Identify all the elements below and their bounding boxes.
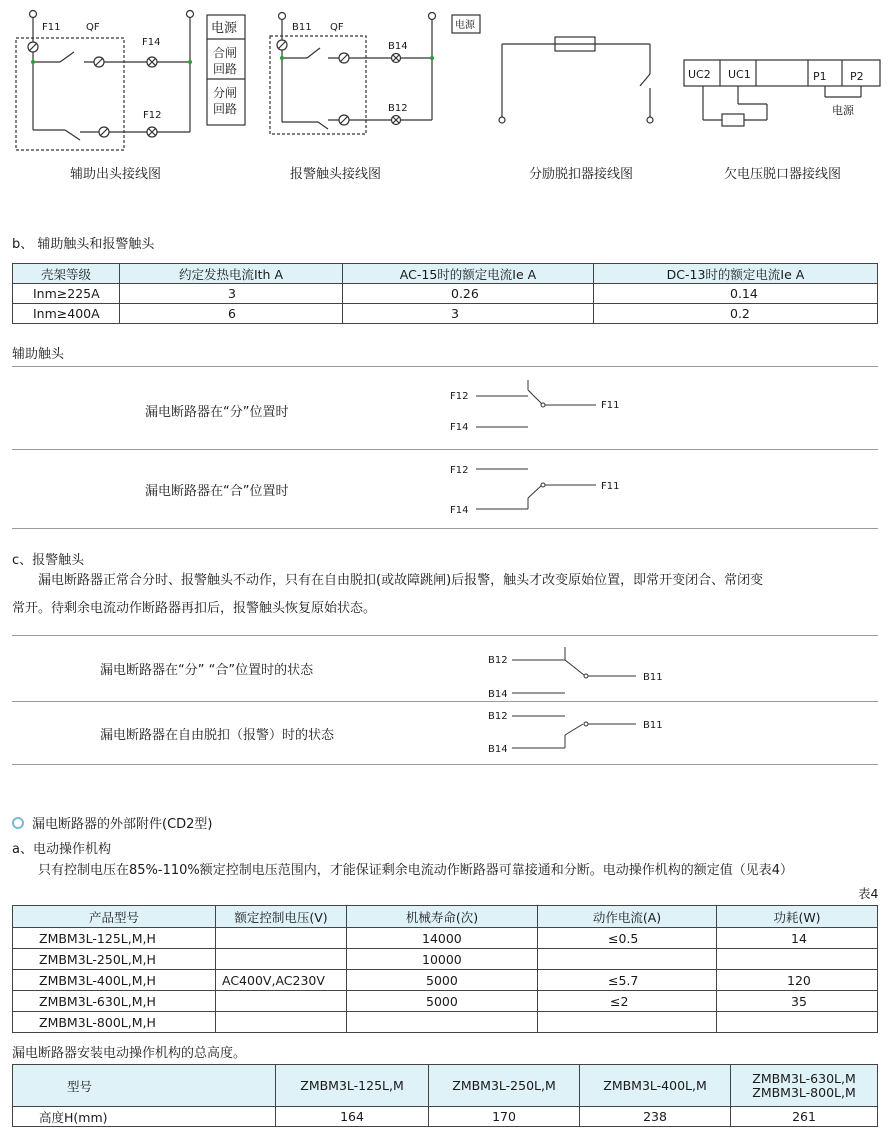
aux-closed-bottom-label: F14 (450, 505, 469, 516)
table-cell: 10000 (347, 949, 538, 970)
divider (12, 764, 878, 765)
alarm-trip-bottom-label: B14 (488, 744, 508, 755)
col-header: ZMBM3L-125L,M (276, 1065, 429, 1107)
alarm-contact-symbols (480, 635, 700, 765)
alarm-normal-desc: 漏电断路器在“分” “合”位置时的状态 (100, 663, 314, 678)
col-header: ZMBM3L-250L,M (429, 1065, 580, 1107)
col-header: 约定发热电流Ith A (120, 264, 343, 284)
table-row (13, 284, 878, 304)
col-header: ZMBM3L-400L,M (580, 1065, 731, 1107)
contact-rating-table (12, 263, 878, 324)
aux-contact-symbols (440, 366, 660, 528)
aux-box-title: 电源 (211, 21, 238, 36)
section-c-paragraph-1: 漏电断路器正常合分时、报警触头不动作，只有在自由脱扣(或故障跳闸)后报警，触头才改变原始位置，即常开变闭合、常闭变 (38, 573, 764, 588)
divider (12, 635, 878, 636)
table-cell: 238 (580, 1107, 731, 1127)
table-cell: ZMBM3L-125L,M,H (13, 928, 216, 949)
accessories-heading-text: 漏电断路器的外部附件(CD2型) (32, 817, 213, 832)
alarm-qf-label: QF (330, 22, 344, 33)
table-cell (216, 991, 347, 1012)
aux-box-close-2: 回路 (213, 62, 238, 76)
col-header-line: ZMBM3L-630L,M (752, 1070, 856, 1086)
table-cell: ZMBM3L-800L,M,H (13, 1012, 216, 1033)
shunt-caption: 分励脱扣器接线图 (529, 167, 634, 182)
alarm-trip-top-label: B12 (488, 711, 508, 722)
alarm-b12-label: B12 (388, 103, 408, 114)
aux-caption: 辅助出头接线图 (70, 167, 162, 182)
col-header: 额定控制电压(V) (216, 906, 347, 928)
aux-closed-desc: 漏电断路器在“合”位置时 (145, 484, 289, 499)
table-cell (216, 928, 347, 949)
table-cell: 170 (429, 1107, 580, 1127)
table-cell (347, 1012, 538, 1033)
aux-f12-label: F12 (143, 110, 162, 121)
divider (12, 701, 878, 702)
col-header: 功耗(W) (717, 906, 878, 928)
table-cell: ≤5.7 (538, 970, 717, 991)
shunt-wiring-diagram (499, 37, 653, 123)
table-cell (717, 1012, 878, 1033)
table-cell: 0.14 (594, 284, 878, 304)
section-c-paragraph-2: 常开。待剩余电流动作断路器再扣后，报警触头恢复原始状态。 (12, 601, 377, 616)
col-header (731, 1065, 878, 1107)
uv-uc1-label: UC1 (728, 68, 751, 81)
table-cell: 5000 (347, 970, 538, 991)
col-header: 型号 (13, 1065, 276, 1107)
col-header: 机械寿命(次) (347, 906, 538, 928)
aux-open-right-label: F11 (601, 400, 620, 411)
table-row (13, 1012, 878, 1033)
table-cell: 6 (120, 304, 343, 324)
table-row (13, 304, 878, 324)
alarm-normal-bottom-label: B14 (488, 689, 508, 700)
uv-power-label: 电源 (832, 104, 854, 117)
table-cell: 14 (717, 928, 878, 949)
table-cell: 120 (717, 970, 878, 991)
table-cell: Inm≥400A (13, 304, 120, 324)
uv-p1-label: P1 (813, 70, 827, 83)
aux-closed-right-label: F11 (601, 481, 620, 492)
table-cell (538, 949, 717, 970)
table-cell: 0.26 (343, 284, 594, 304)
table-row (13, 991, 878, 1012)
accessories-heading (12, 813, 213, 832)
aux-qf-label: QF (86, 22, 100, 33)
table-cell (717, 949, 878, 970)
table-cell: ≤0.5 (538, 928, 717, 949)
table-cell: 261 (731, 1107, 878, 1127)
table-cell: ZMBM3L-630L,M,H (13, 991, 216, 1012)
alarm-normal-right-label: B11 (643, 672, 663, 683)
table-cell: ZMBM3L-250L,M,H (13, 949, 216, 970)
aux-open-top-label: F12 (450, 391, 469, 402)
table-cell (538, 1012, 717, 1033)
col-header: 动作电流(A) (538, 906, 717, 928)
table-row (13, 928, 878, 949)
section-b-heading: b、 辅助触头和报警触头 (12, 237, 155, 252)
motor-mechanism-table (12, 905, 878, 1033)
alarm-caption: 报警触头接线图 (290, 167, 382, 182)
table-cell: 3 (343, 304, 594, 324)
height-table-heading: 漏电断路器安装电动操作机构的总高度。 (12, 1046, 247, 1061)
bullet-ring-icon (12, 817, 24, 829)
col-header: 产品型号 (13, 906, 216, 928)
motor-mechanism-heading: a、电动操作机构 (12, 842, 111, 857)
section-c-heading: c、报警触头 (12, 553, 85, 568)
col-header: AC-15时的额定电流Ie A (343, 264, 594, 284)
alarm-trip-right-label: B11 (643, 720, 663, 731)
divider (12, 528, 878, 529)
aux-f14-label: F14 (142, 37, 161, 48)
table-cell: 5000 (347, 991, 538, 1012)
table-cell: Inm≥225A (13, 284, 120, 304)
aux-box-close-1: 合闸 (213, 46, 238, 60)
col-header: DC-13时的额定电流Ie A (594, 264, 878, 284)
table-row (13, 1107, 878, 1127)
uv-uc2-label: UC2 (688, 68, 711, 81)
uv-caption: 欠电压脱口器接线图 (724, 167, 842, 182)
table4-label: 表4 (858, 886, 879, 901)
table-cell: ≤2 (538, 991, 717, 1012)
table-cell: 0.2 (594, 304, 878, 324)
motor-mechanism-paragraph: 只有控制电压在85%-110%额定控制电压范围内，才能保证剩余电流动作断路器可靠接通和分断。电动操作机构的额定值（见表4） (38, 863, 794, 878)
table-cell: 14000 (347, 928, 538, 949)
table-cell: 164 (276, 1107, 429, 1127)
table-cell (216, 1012, 347, 1033)
alarm-normal-top-label: B12 (488, 655, 508, 666)
alarm-b11-label: B11 (292, 22, 312, 33)
col-header-line: ZMBM3L-800L,M (752, 1084, 856, 1100)
table-cell: AC400V,AC230V (216, 970, 347, 991)
table-row (13, 970, 878, 991)
table-cell: 高度H(mm) (13, 1107, 276, 1127)
height-table (12, 1064, 878, 1127)
aux-box-open-1: 分闸 (213, 86, 238, 100)
aux-contact-heading: 辅助触头 (12, 347, 65, 362)
col-header: 壳架等级 (13, 264, 120, 284)
aux-closed-top-label: F12 (450, 465, 469, 476)
aux-open-bottom-label: F14 (450, 422, 469, 433)
table-cell: 3 (120, 284, 343, 304)
table-cell (216, 949, 347, 970)
alarm-trip-desc: 漏电断路器在自由脱扣（报警）时的状态 (100, 728, 335, 743)
aux-box-open-2: 回路 (213, 102, 238, 116)
table-row (13, 949, 878, 970)
table-cell: 35 (717, 991, 878, 1012)
aux-open-desc: 漏电断路器在“分”位置时 (145, 405, 289, 420)
aux-f11-label: F11 (42, 22, 61, 33)
table-cell: ZMBM3L-400L,M,H (13, 970, 216, 991)
uv-p2-label: P2 (850, 70, 864, 83)
alarm-b14-label: B14 (388, 41, 408, 52)
alarm-power-label: 电源 (455, 20, 475, 31)
